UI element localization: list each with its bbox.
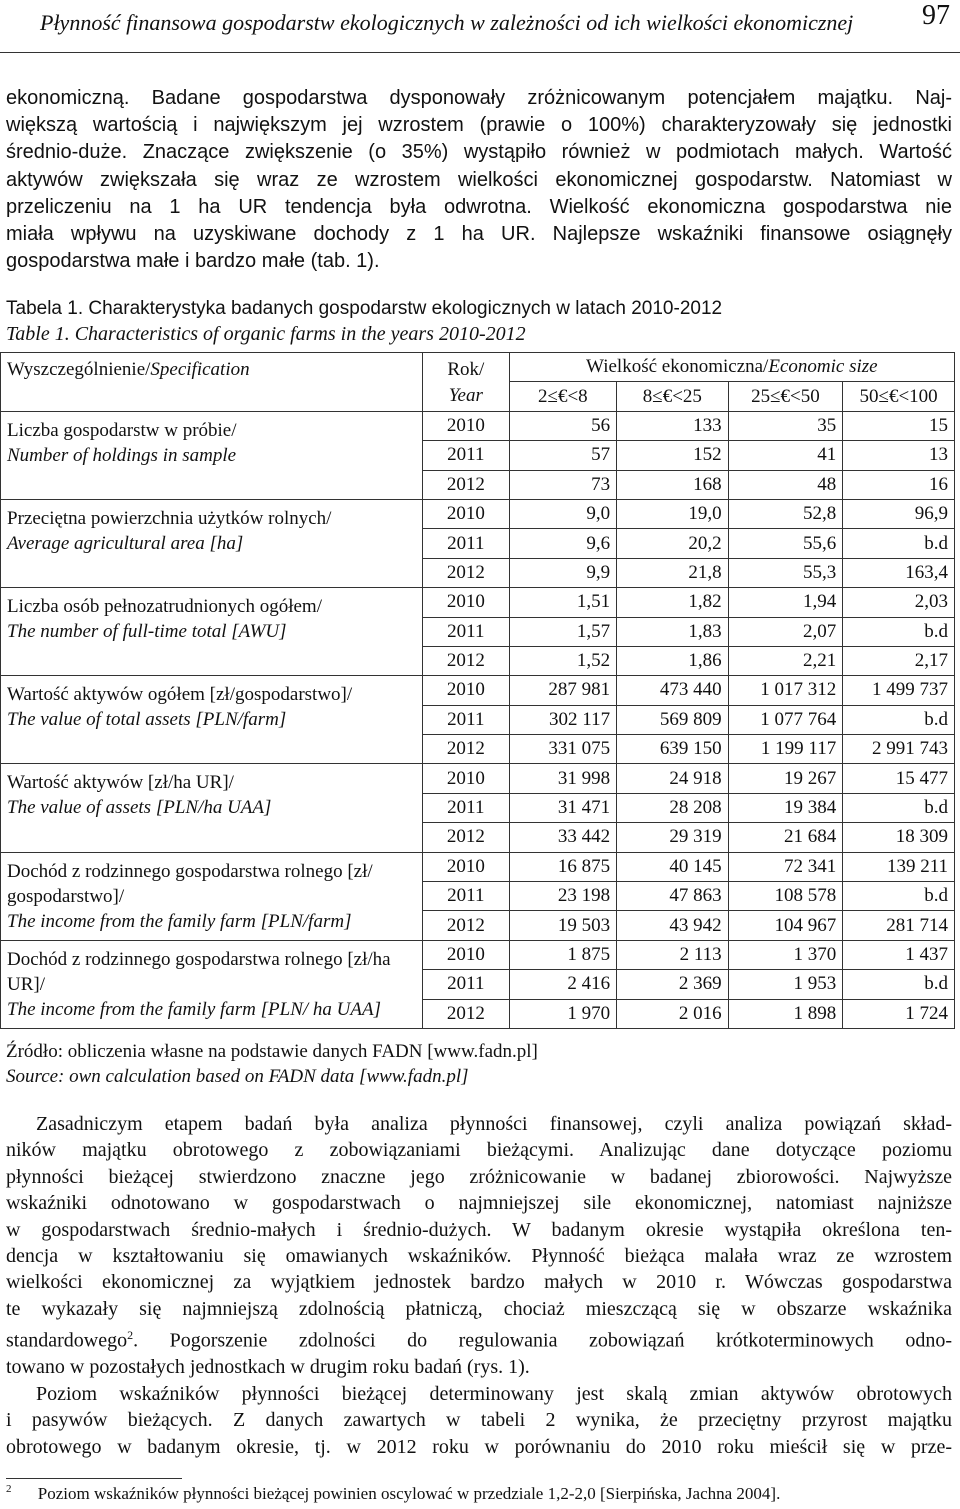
footnote-rule xyxy=(6,1478,182,1479)
value-cell: 47 863 xyxy=(617,882,729,911)
value-cell: 2,07 xyxy=(728,617,843,646)
year-cell: 2011 xyxy=(423,793,510,822)
text-line: standardowego$^2$. Pogorszenie zdolności do regulowania zobowiązań krótkoterminowych odno- xyxy=(6,1328,952,1352)
value-cell: 19 267 xyxy=(728,764,843,793)
value-cell: 9,0 xyxy=(509,499,616,528)
value-cell: b.d xyxy=(843,882,955,911)
value-cell: 1,94 xyxy=(728,588,843,617)
year-cell: 2010 xyxy=(423,676,510,705)
value-cell: 2 991 743 xyxy=(843,735,955,764)
text-line: te wykazały się najmniejszą zdolnością płatniczą, chociaż mieszczącą się w obszarze wskaźnika xyxy=(6,1297,952,1320)
value-cell: 21 684 xyxy=(728,823,843,852)
value-cell: 52,8 xyxy=(728,499,843,528)
value-cell: 55,3 xyxy=(728,558,843,587)
value-cell: 33 442 xyxy=(509,823,616,852)
year-cell: 2011 xyxy=(423,882,510,911)
text-line: gospodarstwa małe i bardzo małe (tab. 1). xyxy=(6,250,380,273)
value-cell: 1 875 xyxy=(509,940,616,969)
value-cell: 9,9 xyxy=(509,558,616,587)
value-cell: 1 953 xyxy=(728,970,843,999)
value-cell: 55,6 xyxy=(728,529,843,558)
value-cell: 1 077 764 xyxy=(728,705,843,734)
value-cell: 2,03 xyxy=(843,588,955,617)
source-en: Source: own calculation based on FADN data [www.fadn.pl] xyxy=(6,1066,469,1087)
value-cell: 1,51 xyxy=(509,588,616,617)
text-line: średnio-duże. Znaczące zwiększenie (o 35%) wystąpiło również w podmiotach małych. Wartość xyxy=(6,141,952,164)
text-line: Zasadniczym etapem badań była analiza płynności finansowej, czyli analiza powiązań skład- xyxy=(36,1113,952,1135)
value-cell: 24 918 xyxy=(617,764,729,793)
value-cell: 20,2 xyxy=(617,529,729,558)
year-header: Rok/ Year xyxy=(423,353,510,412)
text-line: większą wartością i największym jej wzrostem (prawie o 100%) charakteryzowały się jednostki xyxy=(6,114,952,137)
group-label: Liczba osób pełnozatrudnionych ogółem/ The number of full-time total [AWU] xyxy=(1,588,423,676)
intro-paragraph xyxy=(6,85,952,275)
value-cell: 18 309 xyxy=(843,823,955,852)
value-cell: 281 714 xyxy=(843,911,955,940)
value-cell: 133 xyxy=(617,411,729,440)
value-cell: b.d xyxy=(843,705,955,734)
text-line: i pasywów bieżących. Z danych zawartych w tabeli 2 wynika, że przeciętny przyrost majątku xyxy=(6,1409,952,1432)
value-cell: 1 017 312 xyxy=(728,676,843,705)
year-cell: 2011 xyxy=(423,441,510,470)
value-cell: 29 319 xyxy=(617,823,729,852)
year-cell: 2010 xyxy=(423,940,510,969)
footnote-ref: 2 xyxy=(127,1328,134,1343)
value-cell: 48 xyxy=(728,470,843,499)
text-line: aktywów zwiększała się wraz ze wzrostem wielkości ekonomicznej gospodarstw. Natomiast w xyxy=(6,168,952,191)
value-cell: 1 970 xyxy=(509,999,616,1028)
value-cell: 40 145 xyxy=(617,852,729,881)
size-header: Wielkość ekonomiczna/Economic size xyxy=(509,353,954,382)
table-row xyxy=(1,588,955,617)
header-row xyxy=(1,353,955,382)
value-cell: b.d xyxy=(843,970,955,999)
text-line: Poziom wskaźników płynności bieżącej determinowany jest skalą zmian aktywów obrotowych xyxy=(36,1382,952,1405)
year-cell: 2010 xyxy=(423,852,510,881)
value-cell: 15 xyxy=(843,411,955,440)
value-cell: 1 898 xyxy=(728,999,843,1028)
value-cell: 1 199 117 xyxy=(728,735,843,764)
value-cell: 31 998 xyxy=(509,764,616,793)
value-cell: 1 437 xyxy=(843,940,955,969)
text-line: wielkości ekonomicznej za wyjątkiem jednostek bardzo małych w 2010 r. Wówczas gospodarstwa xyxy=(6,1271,952,1294)
value-cell: 72 341 xyxy=(728,852,843,881)
year-cell: 2011 xyxy=(423,705,510,734)
text-line: płynności bieżącej stwierdzono znaczne jego zróżnicowanie w badanej zbiorowości. Najwyższe xyxy=(6,1165,952,1188)
year-cell: 2010 xyxy=(423,411,510,440)
value-cell: 104 967 xyxy=(728,911,843,940)
value-cell: 35 xyxy=(728,411,843,440)
value-cell: 168 xyxy=(617,470,729,499)
footnote-mark: 2 xyxy=(6,1483,12,1495)
value-cell: b.d xyxy=(843,529,955,558)
value-cell: 19 503 xyxy=(509,911,616,940)
value-cell: 15 477 xyxy=(843,764,955,793)
data-table xyxy=(0,352,955,1029)
value-cell: 287 981 xyxy=(509,676,616,705)
value-cell: b.d xyxy=(843,793,955,822)
value-cell: 13 xyxy=(843,441,955,470)
value-cell: 1,83 xyxy=(617,617,729,646)
table-row xyxy=(1,411,955,440)
source-pl: Źródło: obliczenia własne na podstawie danych FADN [www.fadn.pl] xyxy=(6,1041,538,1062)
value-cell: 28 208 xyxy=(617,793,729,822)
text-line: ników majątku obrotowego z zobowiązaniami bieżącymi. Analizując dane dotyczące poziomu xyxy=(6,1139,952,1162)
year-cell: 2010 xyxy=(423,499,510,528)
year-cell: 2011 xyxy=(423,617,510,646)
text-line: miała wpływu na uzyskiwane dochody z 1 ha UR. Najlepsze wskaźniki finansowe osiągnęły xyxy=(6,223,952,246)
year-cell: 2012 xyxy=(423,999,510,1028)
text-line: ekonomiczną. Badane gospodarstwa dysponowały zróżnicowanym potencjałem majątku. Naj- xyxy=(6,87,952,109)
running-title: Płynność finansowa gospodarstw ekologicznych w zależności od ich wielkości ekonomicznej xyxy=(40,10,854,35)
size-class: 25≤€<50 xyxy=(728,382,843,411)
value-cell: 2 113 xyxy=(617,940,729,969)
value-cell: 41 xyxy=(728,441,843,470)
body-paragraphs xyxy=(6,1111,952,1460)
year-cell: 2012 xyxy=(423,470,510,499)
value-cell: 56 xyxy=(509,411,616,440)
value-cell: 1,52 xyxy=(509,646,616,675)
group-label: Dochód z rodzinnego gospodarstwa rolnego [zł/ gospodarstwo]/ The income from the family farm [PLN/farm] xyxy=(1,852,423,940)
value-cell: 1 499 737 xyxy=(843,676,955,705)
value-cell: 2,17 xyxy=(843,646,955,675)
table-caption-pl: Tabela 1. Charakterystyka badanych gospodarstw ekologicznych w latach 2010-2012 xyxy=(6,298,723,319)
table-caption-en: Table 1. Characteristics of organic farms in the years 2010-2012 xyxy=(6,323,526,345)
value-cell: 16 xyxy=(843,470,955,499)
year-cell: 2010 xyxy=(423,588,510,617)
spec-header: Wyszczególnienie/Specification xyxy=(1,353,423,412)
value-cell: 2,21 xyxy=(728,646,843,675)
value-cell: 57 xyxy=(509,441,616,470)
year-cell: 2010 xyxy=(423,764,510,793)
value-cell: 21,8 xyxy=(617,558,729,587)
footnote-text: Poziom wskaźników płynności bieżącej powinien oscylować w przedziale 1,2-2,0 [Sierpińska, Jachna 2004]. xyxy=(37,1483,781,1503)
year-cell: 2011 xyxy=(423,970,510,999)
table-row xyxy=(1,940,955,969)
value-cell: 16 875 xyxy=(509,852,616,881)
table-row xyxy=(1,499,955,528)
value-cell: 569 809 xyxy=(617,705,729,734)
footnote xyxy=(6,1483,780,1504)
size-class: 2≤€<8 xyxy=(509,382,616,411)
value-cell: 1,57 xyxy=(509,617,616,646)
table-row xyxy=(1,852,955,881)
text-line: dencja w kształtowaniu się omawianych wskaźników. Płynność bieżąca malała wraz ze wzrostem xyxy=(6,1245,952,1268)
group-label: Wartość aktywów ogółem [zł/gospodarstwo]/ The value of total assets [PLN/farm] xyxy=(1,676,423,764)
year-cell: 2012 xyxy=(423,823,510,852)
value-cell: 302 117 xyxy=(509,705,616,734)
value-cell: 473 440 xyxy=(617,676,729,705)
value-cell: 331 075 xyxy=(509,735,616,764)
value-cell: 1,82 xyxy=(617,588,729,617)
page-number: 97 xyxy=(922,0,950,31)
value-cell: 152 xyxy=(617,441,729,470)
table-row xyxy=(1,764,955,793)
year-cell: 2012 xyxy=(423,558,510,587)
table-row xyxy=(1,676,955,705)
value-cell: 108 578 xyxy=(728,882,843,911)
value-cell: 2 016 xyxy=(617,999,729,1028)
value-cell: 19 384 xyxy=(728,793,843,822)
value-cell: 9,6 xyxy=(509,529,616,558)
value-cell: 2 416 xyxy=(509,970,616,999)
value-cell: 73 xyxy=(509,470,616,499)
value-cell: 1,86 xyxy=(617,646,729,675)
group-label: Dochód z rodzinnego gospodarstwa rolnego [zł/ha UR]/ The income from the family farm [PLN/ ha UAA] xyxy=(1,940,423,1028)
year-cell: 2012 xyxy=(423,735,510,764)
value-cell: 31 471 xyxy=(509,793,616,822)
value-cell: 1 724 xyxy=(843,999,955,1028)
value-cell: 639 150 xyxy=(617,735,729,764)
year-cell: 2012 xyxy=(423,646,510,675)
group-label: Wartość aktywów [zł/ha UR]/ The value of assets [PLN/ha UAA] xyxy=(1,764,423,852)
value-cell: b.d xyxy=(843,617,955,646)
year-cell: 2012 xyxy=(423,911,510,940)
text-line: towano w pozostałych jednostkach w drugim roku badań (rys. 1). xyxy=(6,1356,530,1379)
value-cell: 23 198 xyxy=(509,882,616,911)
value-cell: 2 369 xyxy=(617,970,729,999)
text-line: przeliczeniu na 1 ha UR tendencja była odwrotna. Wielkość ekonomiczna gospodarstwa nie xyxy=(6,195,952,218)
size-class: 8≤€<25 xyxy=(617,382,729,411)
value-cell: 139 211 xyxy=(843,852,955,881)
year-cell: 2011 xyxy=(423,529,510,558)
value-cell: 163,4 xyxy=(843,558,955,587)
value-cell: 1 370 xyxy=(728,940,843,969)
group-label: Liczba gospodarstw w próbie/ Number of holdings in sample xyxy=(1,411,423,499)
running-header xyxy=(0,0,960,53)
text-line: wskaźniki odnotowano w gospodarstwach o najmniejszej sile ekonomicznej, natomiast najniższe xyxy=(6,1192,952,1215)
text-line: obrotowego w badanym okresie, tj. w 2012 roku w porównaniu do 2010 roku mieścił się w prze- xyxy=(6,1435,952,1458)
value-cell: 96,9 xyxy=(843,499,955,528)
value-cell: 43 942 xyxy=(617,911,729,940)
group-label: Przeciętna powierzchnia użytków rolnych/ Average agricultural area [ha] xyxy=(1,499,423,587)
size-class: 50≤€<100 xyxy=(843,382,955,411)
value-cell: 19,0 xyxy=(617,499,729,528)
text-line: w gospodarstwach średnio-małych i średnio-dużych. W badanym okresie wystąpiła określona ten- xyxy=(6,1218,952,1241)
